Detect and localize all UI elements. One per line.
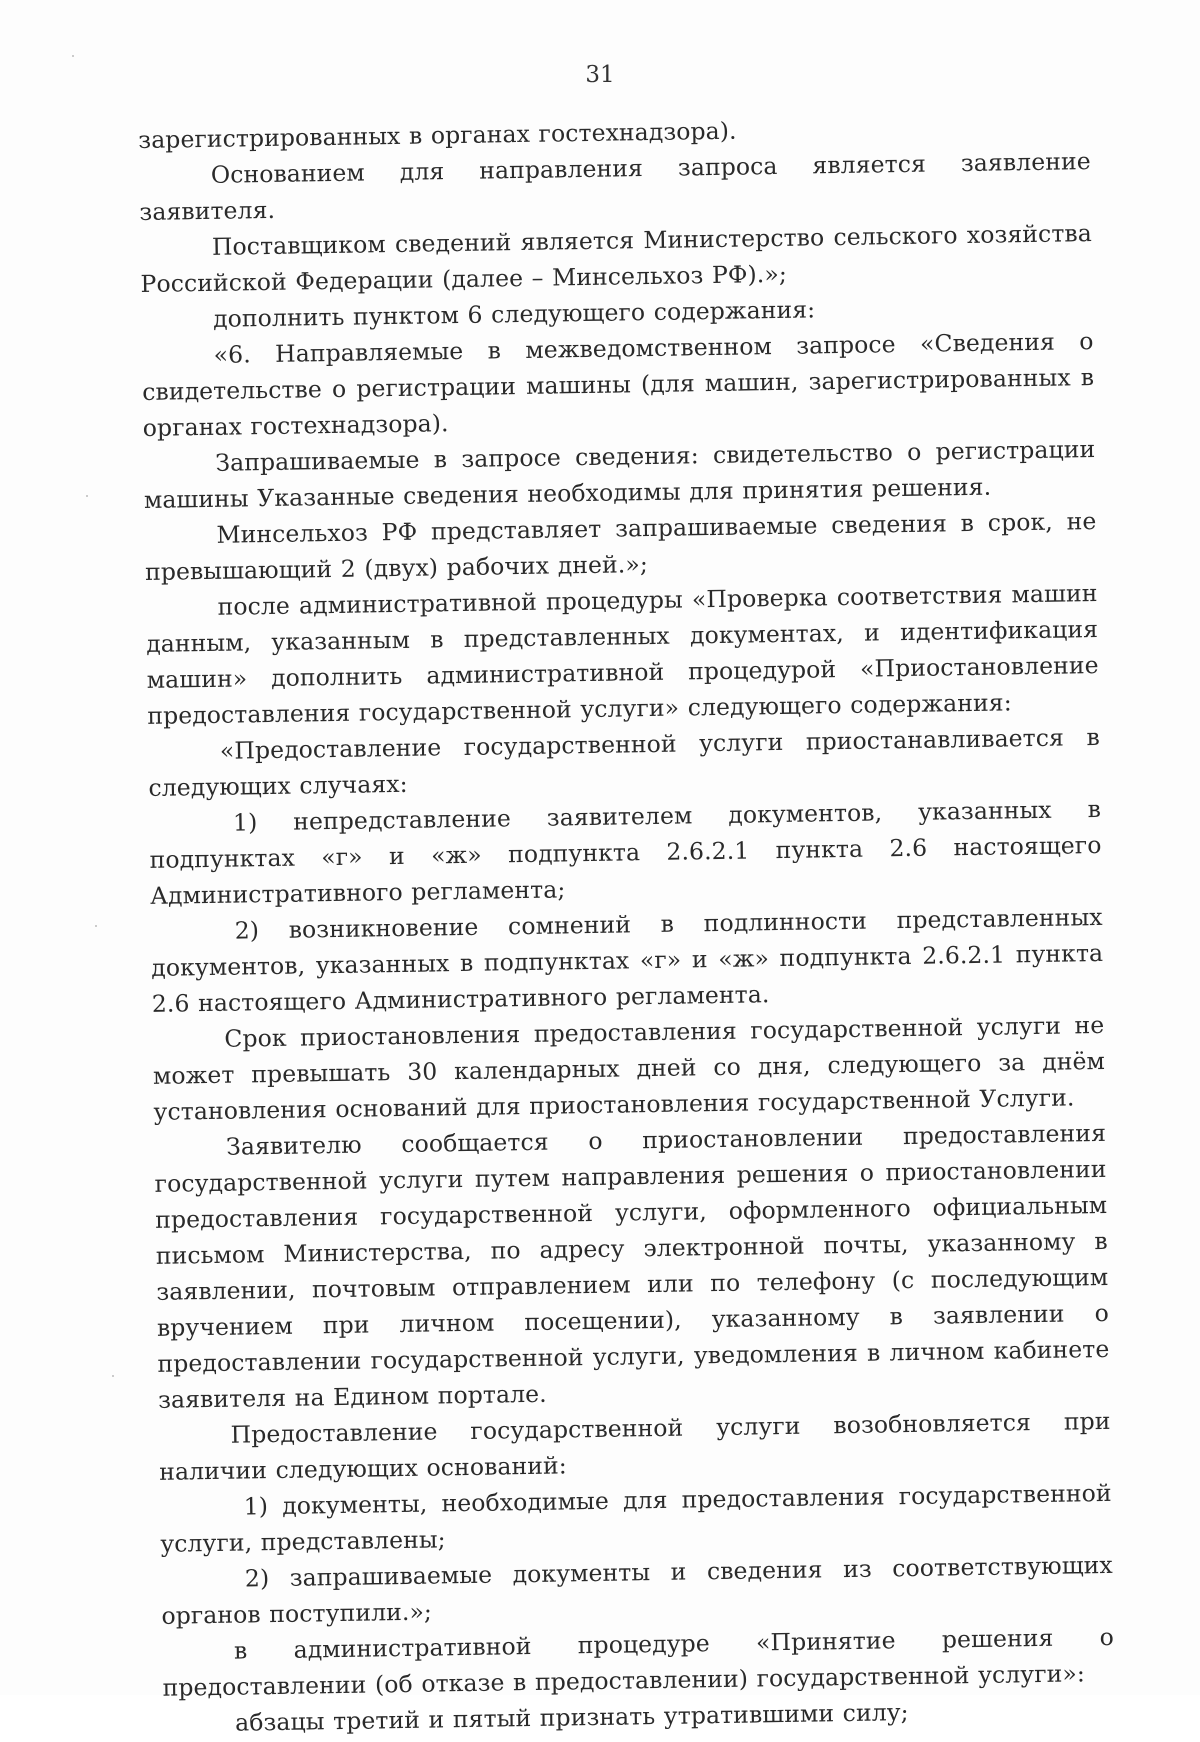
paragraph-14: Предоставление государственной услуги возобновляется при наличии следующих оснований: bbox=[158, 1406, 1111, 1486]
scan-speck bbox=[112, 1375, 114, 1377]
paragraph-1: зарегистрированных в органах гостехнадзора). bbox=[138, 116, 737, 154]
paragraph-12: Срок приостановления предоставления государственной услуги не может превышать 30 календарных дней со дня, следующего за днём установления оснований для приостановления государственной Услуги. bbox=[152, 1010, 1106, 1126]
paragraph-4: дополнить пунктом 6 следующего содержания: bbox=[212, 295, 816, 333]
paragraph-8: после административной процедуры «Проверка соответствия машин данным, указанным в представленных документах, и идентификация машин» дополнить административной процедурой «Приостановление предоставления государственной услуги» следующего содержания: bbox=[145, 578, 1099, 730]
paragraph-16: 2) запрашиваемые документы и сведения из соответствующих органов поступили.»; bbox=[161, 1550, 1114, 1630]
paragraph-5: «6. Направляемые в межведомственном запросе «Сведения о свидетельстве о регистрации машины (для машин, зарегистрированных в органах гостехнадзора). bbox=[142, 327, 1095, 442]
paragraph-11: 2) возникновение сомнений в подлинности представленных документов, указанных в подпунктах «г» и «ж» подпункта 2.6.2.1 пункта 2.6 настоящего Административного регламента. bbox=[151, 902, 1104, 1018]
paragraph-15: 1) документы, необходимые для предоставления государственной услуги, представлены; bbox=[160, 1478, 1112, 1558]
paragraph-3: Поставщиком сведений является Министерство сельского хозяйства Российской Федерации (далее – Минсельхоз РФ).»; bbox=[140, 219, 1093, 298]
paragraph-18: абзацы третий и пятый признать утратившими силу; bbox=[234, 1698, 909, 1737]
document-body bbox=[138, 107, 1115, 1742]
scan-speck bbox=[95, 925, 97, 927]
paragraph-2: Основанием для направления запроса является заявление заявителя. bbox=[139, 147, 1091, 226]
paragraph-6: Запрашиваемые в запросе сведения: свидетельство о регистрации машины Указанные сведения необходимы для принятия решения. bbox=[143, 435, 1096, 514]
paragraph-13: Заявителю сообщается о приостановлении предоставления государственной услуги путем направления решения о приостановлении предоставления государственной услуги, оформленного официальным письмом Министерства, по адресу электронной почты, указанному в заявлении, почтовым отправлением или по телефону (с последующим вручением при личном посещении), указанному в заявлении о предоставлении государственной услуги, уведомления в личном кабинете заявителя на Едином портале. bbox=[154, 1118, 1110, 1414]
paragraph-7: Минсельхоз РФ представляет запрашиваемые сведения в срок, не превышающий 2 (двух) рабочих дней.»; bbox=[144, 506, 1097, 586]
scan-speck bbox=[72, 55, 74, 57]
paragraph-17: в административной процедуре «Принятие решения о предоставлении (об отказе в предоставлении) государственной услуги»: bbox=[162, 1622, 1115, 1702]
paragraph-9: «Предоставление государственной услуги приостанавливается в следующих случаях: bbox=[148, 722, 1100, 802]
page-number: 31 bbox=[585, 62, 615, 88]
scan-speck bbox=[86, 495, 88, 497]
paragraph-10: 1) непредставление заявителем документов, указанных в подпунктах «г» и «ж» подпункта 2.6.2.1 пункта 2.6 настоящего Административного регламента; bbox=[149, 794, 1102, 910]
